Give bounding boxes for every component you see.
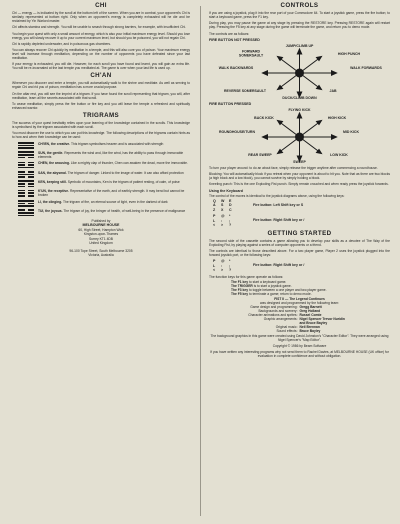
joystick-diagram-not-pressed (209, 43, 390, 101)
keyboard-text: The control of the moves is identical to the joystick diagrams above, using the following keys: (209, 193, 345, 198)
key-row (213, 208, 253, 212)
credit-role: Game design and programming: (250, 304, 298, 309)
key-label: S (221, 203, 224, 208)
trigram-line (18, 142, 34, 144)
chi-paragraph: You can always recover Chi quickly by meditation in a temple, and this will also cure you of poison. Your maximum energy level will increase through meditation, depending on the number of opponents you have defeated since your last meditation. (12, 47, 190, 60)
fire-key-right: Fire button: Right Shift key or / (253, 218, 305, 223)
credit-name: and Bruce Bayley (299, 320, 328, 325)
keyboard-heading: Using the Keyboard (209, 188, 243, 193)
chi-paragraph: Chi affects stamina and strength. You will be unable to smash through strong barriers, for example, with insufficient Chi. (12, 25, 186, 30)
publisher-name: MELBOURNE HOUSE (82, 223, 120, 228)
player2-keys (213, 259, 390, 272)
trigram-description (38, 171, 190, 175)
trigram-icon (18, 142, 34, 149)
trigram-text: This trigram symbolises heaven and is associated with strength (70, 141, 164, 146)
chan-heading: CH'AN (90, 72, 112, 80)
address-line: Kingston-upon-Thames (83, 232, 119, 237)
chan-paragraph: To cease meditation, simply press the fire button or fire key and you will leave the temple a refreshed and spiritually enhanced warrior. (12, 101, 190, 110)
fire-key-player2: Fire button: Right Shift key or / (253, 263, 305, 268)
closing-text (209, 334, 390, 358)
fire-not-pressed-title: FIRE BUTTON NOT PRESSED (209, 37, 260, 42)
address-line: United Kingdom (89, 240, 113, 245)
trigram-name: SUN, the gentle. (38, 150, 64, 155)
credit-role: Graphic arrangements: (263, 316, 298, 321)
key-label: : (221, 263, 223, 268)
trigram-text: Symbolic of mountains, Ken is the trigram of patient resting, of calm, of poise (67, 179, 180, 184)
credit-role: Backgrounds and scenery: (258, 308, 298, 313)
key-label: P (213, 214, 216, 219)
trigram-description (38, 151, 190, 159)
address-line: 96-100 Tope Street, South Melbourne 3205 (69, 249, 133, 254)
credit-name: Bruce Bayley (299, 328, 321, 333)
function-key-name: The TRIGGER (231, 283, 253, 288)
label-high-punch: HIGH PUNCH (337, 51, 361, 56)
function-key-text: to terminate a game; return to demo mode. (248, 291, 312, 296)
getting-started-paragraph: The controls are identical to those described above. For a two player game, Player 2 uses the joystick plugged into the forward joystick port, or the following keys: (209, 249, 390, 258)
trigram-line (18, 171, 34, 173)
label-rear-sweep: REAR SWEEP (248, 152, 272, 157)
label-jump: JUMP/CLIMB UP (285, 43, 314, 48)
trigram-icon (18, 189, 34, 196)
trigram-text: Like a mighty clap of thunder, Chen can awaken the dead, move the immovable. (70, 161, 188, 166)
legend-line: was designed and programmed by the following team: (260, 300, 339, 305)
trigram-line (18, 180, 34, 182)
credit-role: Character animations and sprites: (248, 312, 298, 317)
key-label: @ (221, 214, 225, 219)
fire-key-left: Fire button: Left Shift key or S (253, 202, 304, 207)
controls-intro (209, 11, 390, 35)
trigram-line (18, 147, 34, 149)
trigram-line (18, 215, 34, 217)
credit-name: Nigel Spencer Trevor Nuridin (299, 316, 345, 321)
key-row (213, 223, 253, 227)
trigram-list (12, 142, 190, 217)
publisher-block (12, 219, 190, 258)
trigram-item (18, 171, 190, 178)
key-label: * (229, 214, 231, 219)
trigram-description (38, 200, 190, 204)
key-label: ; (229, 218, 231, 223)
trigram-name: LI, the clinging. (38, 199, 63, 204)
function-key-list (231, 280, 390, 296)
trigram-text: Representative of the earth, and of earthly strength. It may bend but cannot be broken (38, 189, 185, 198)
getting-started-body (209, 239, 390, 257)
trigram-icon (18, 151, 34, 158)
trigram-icon (18, 161, 34, 168)
credit-name: Gregg Barnett (299, 304, 322, 309)
label-walk-backwards: WALK BACKWARDS (218, 65, 254, 70)
key-label: * (229, 259, 231, 264)
key-grid (213, 259, 253, 272)
key-label: ? (229, 223, 232, 228)
trigram-line (18, 174, 34, 176)
key-row (213, 268, 253, 272)
credit-role: Sound effects: (276, 328, 298, 333)
trigrams-paragraph: You must discover the use to which you can put this knowledge. The following descriptions of the trigrams contain hints as to how and when their knowledge can be used: (12, 131, 190, 140)
key-label: : (221, 218, 223, 223)
function-key-item (231, 292, 390, 296)
label-forward-somersault: FORWARD SOMERSAULT (238, 49, 264, 58)
trigram-line (18, 186, 34, 188)
trigram-description (38, 189, 190, 197)
credit-row (209, 329, 390, 333)
publisher-address-uk (12, 228, 190, 245)
credit-role: Original music: (275, 324, 298, 329)
trigram-item (18, 180, 190, 187)
controls-note: To turn your player around: to do an about face, simply release the trigger anytime after commencing a roundhouse. (209, 166, 378, 171)
label-walk-forwards: WALK FORWARDS (350, 65, 382, 70)
controls-heading: CONTROLS (280, 2, 319, 9)
joystick-diagram-pressed (209, 107, 390, 165)
chan-paragraph: On the altar rest, you will see the imprint of a trigram. If you have found the scroll representing that trigram, you will, after meditation, learn all the secrets associated with that scroll. (12, 91, 190, 100)
key-label: E (229, 198, 232, 203)
key-label: X (221, 207, 224, 212)
label-low-kick: LOW KICK (330, 152, 348, 157)
trigram-item (18, 161, 190, 168)
trigram-icon (18, 200, 34, 207)
trigram-line (18, 151, 34, 153)
compass-icon (209, 107, 390, 165)
trigram-name: KEN, keeping still. (38, 179, 67, 184)
trigram-line (18, 176, 34, 178)
trigram-line (18, 157, 34, 159)
controls-paragraph: During play, you may pause the game at any stage by pressing the RESTORE key. Pressing RESTORE again will restart play. Pressing the F5 key at any stage during the game will terminate the game, and return you to demo mode. (209, 21, 390, 30)
controls-paragraph: If you are using a joystick, plug it into the rear port of your Commodore 64. To start a joystick game, press the fire button; to start a keyboard game, press the F1 key. (209, 11, 390, 20)
chi-heading: CHI (95, 2, 107, 9)
trigram-line (18, 212, 34, 214)
trigrams-heading: TRIGRAMS (82, 112, 120, 120)
function-key-text: to toggle between a one player and two player game. (248, 287, 327, 292)
credit-name: Russel Comte (299, 312, 322, 317)
function-key-text: is to start a joystick game. (253, 283, 292, 288)
function-key-text: to start a keyboard game. (248, 279, 287, 284)
key-label: ; (229, 263, 231, 268)
key-grid (213, 199, 253, 212)
function-intro: The function keys for this game operate as follows: (209, 274, 284, 279)
label-mid-kick: MID KICK (343, 129, 359, 134)
keyboard-keys-left (213, 199, 390, 212)
trigram-icon (18, 171, 34, 178)
key-grid (213, 214, 253, 227)
trigram-line (18, 209, 34, 211)
controls-note: Kneeling punch: This is the one Exploding Fist punch. Simply remain crouched and when ready press the joystick forwards. (209, 182, 389, 187)
trigram-name: K'UN, the receptive. (38, 189, 70, 194)
label-jab: JAB (329, 88, 337, 93)
trigram-line (18, 195, 34, 197)
chi-paragraph: If your energy is exhausted, you will die. However, for each scroll you have found and learnt, you will gain an extra life. You will be re-incarnated at the last temple you meditated at. The game is over when your last life is used up. (12, 62, 190, 71)
label-back-kick: BACK KICK (254, 115, 274, 120)
key-label: < (213, 223, 216, 228)
closing-line: The background graphics in this game were created using David Johnston's "Character Editor". They were arranged using Nigel Spencer's "Map Editor". (210, 333, 389, 342)
closing-line: If you have written any interesting programs why not send them to Rachel Davies, at MELBOURNE HOUSE (UK office) for evaluation in complete confidence and without obligation. (210, 350, 389, 359)
trigram-line (18, 183, 34, 185)
trigram-line (18, 164, 34, 166)
address-line: Surrey KT1 4DB (88, 236, 113, 241)
trigram-name: CH'IEN, the creative. (38, 141, 71, 146)
trigram-line (18, 190, 34, 192)
trigram-name: CHEN, the arousing. (38, 161, 70, 166)
key-label: L (213, 218, 216, 223)
getting-started-paragraph: The second side of the cassette contains a game allowing you to develop your skills as a devotee of The Way of the Exploding Fist, by playing against a series of computer opponents or a friend. (209, 238, 390, 247)
controls-paragraph: The controls are as follows: (209, 31, 250, 36)
chi-body (12, 11, 190, 70)
function-key-name: The F3 key (231, 287, 249, 292)
address-line: 60, High Street, Hampton Wick (78, 228, 124, 233)
trigram-name: SAN, the abysmal. (38, 170, 67, 175)
key-label: P (213, 259, 216, 264)
chan-body (12, 81, 190, 109)
trigram-item (18, 142, 190, 149)
trigram-item (18, 189, 190, 197)
key-label: Z (213, 207, 216, 212)
trigram-line (18, 145, 34, 147)
controls-notes (209, 166, 390, 186)
right-column (201, 0, 400, 524)
trigram-line (18, 192, 34, 194)
getting-started-heading: GETTING STARTED (267, 229, 332, 237)
published-by-label: Published by (91, 219, 111, 224)
trigram-line (18, 200, 34, 202)
chi-paragraph: You begin your quest with only a small amount of energy, which is also your initial maximum energy level. Should you lose energy, you will slowly recover it up to your current maximum level, but should you be poisoned, you will not regain Chi. (12, 31, 190, 40)
trigram-description (38, 180, 190, 184)
key-label: L (213, 263, 216, 268)
trigram-text: Represents the wind and, like the wind, has the ability to pass through immovable elements (38, 150, 184, 159)
chi-paragraph: Chi — energy — is indicated by the scroll at the bottom left of the screen. When you are in combat, your opponent's Chi is similarly represented at bottom right. Only when an opponent's energy is completely exhausted will he die and be reclaimed by Yin Warlord master. (12, 11, 190, 24)
label-duck: DUCK/CLIMB DOWN (282, 95, 317, 100)
label-flying-kick: FLYING KICK (288, 107, 311, 112)
label-roundhouse: ROUNDHOUSE/TURN (219, 129, 255, 134)
controls-note: Blocking: You will automatically block if you retreat when your opponent is about to hit you. Note that as there are two blocks (a high block and a low block), you cannot survive by simply holding a block. (209, 172, 390, 181)
trigram-text: The trigram of joy, the bringer of health, of well-being in the presence of malignance (63, 208, 186, 213)
function-key-name: The F5 key (231, 291, 249, 296)
credit-name: Neil Brennan (299, 324, 320, 329)
trigram-item (18, 151, 190, 159)
label-high-kick: HIGH KICK (327, 115, 347, 120)
key-label: W (221, 198, 225, 203)
trigram-icon (18, 180, 34, 187)
trigram-text: The trigram of fire, an eternal source of light, even in the darkest of dark (63, 199, 168, 204)
label-sweep: SWEEP (293, 159, 306, 164)
key-label: @ (221, 259, 225, 264)
chan-paragraph: Whenever you discover and enter a temple, you will automatically walk to the shrine and meditate. As well as serving to regain Chi and rid you of poison, meditation has a more crucial purpose. (12, 81, 190, 90)
address-line: Victoria, Australia (88, 253, 114, 258)
key-label: < (213, 268, 216, 273)
trigram-item (18, 209, 190, 216)
trigram-line (18, 154, 34, 156)
publisher-address-au (12, 249, 190, 258)
fire-pressed-title: FIRE BUTTON PRESSED (209, 101, 252, 106)
trigram-description (38, 209, 190, 213)
credits-list (209, 305, 390, 333)
trigram-text: The trigram of danger. Linked to the image of water. It can also afford protection (67, 170, 184, 175)
chi-paragraph: Chi is rapidly depleted underwater, and in poisonous gas chambers. (12, 41, 111, 46)
trigram-item (18, 200, 190, 207)
credit-name: Greg Holland (299, 308, 321, 313)
trigrams-paragraph: The success of your quest inevitably relies upon your learning of the knowledge contained in the scrolls. This knowledge is symbolised by the trigram associated with each scroll. (12, 121, 190, 130)
key-label: Q (213, 198, 216, 203)
key-label: > (221, 268, 224, 273)
function-key-name: The F1 key (231, 279, 249, 284)
key-label: C (229, 207, 232, 212)
label-reverse-somersault: REVERSE SOMERSAULT (224, 88, 266, 93)
trigram-line (18, 167, 34, 169)
legend-title: FIST II — The Legend Continues (274, 296, 325, 301)
key-label: ? (229, 268, 232, 273)
trigram-description (38, 161, 190, 165)
trigram-line (18, 162, 34, 164)
closing-line: Copyright © 1986 by Beam Software (272, 343, 327, 348)
key-label: D (229, 203, 232, 208)
trigram-description (38, 142, 190, 146)
trigram-line (18, 203, 34, 205)
trigram-name: TUI, the joyous. (38, 208, 63, 213)
trigrams-intro (12, 121, 190, 139)
key-label: > (221, 223, 224, 228)
trigram-line (18, 205, 34, 207)
key-label: A (213, 203, 216, 208)
trigram-icon (18, 209, 34, 216)
keyboard-keys-right (213, 214, 390, 227)
